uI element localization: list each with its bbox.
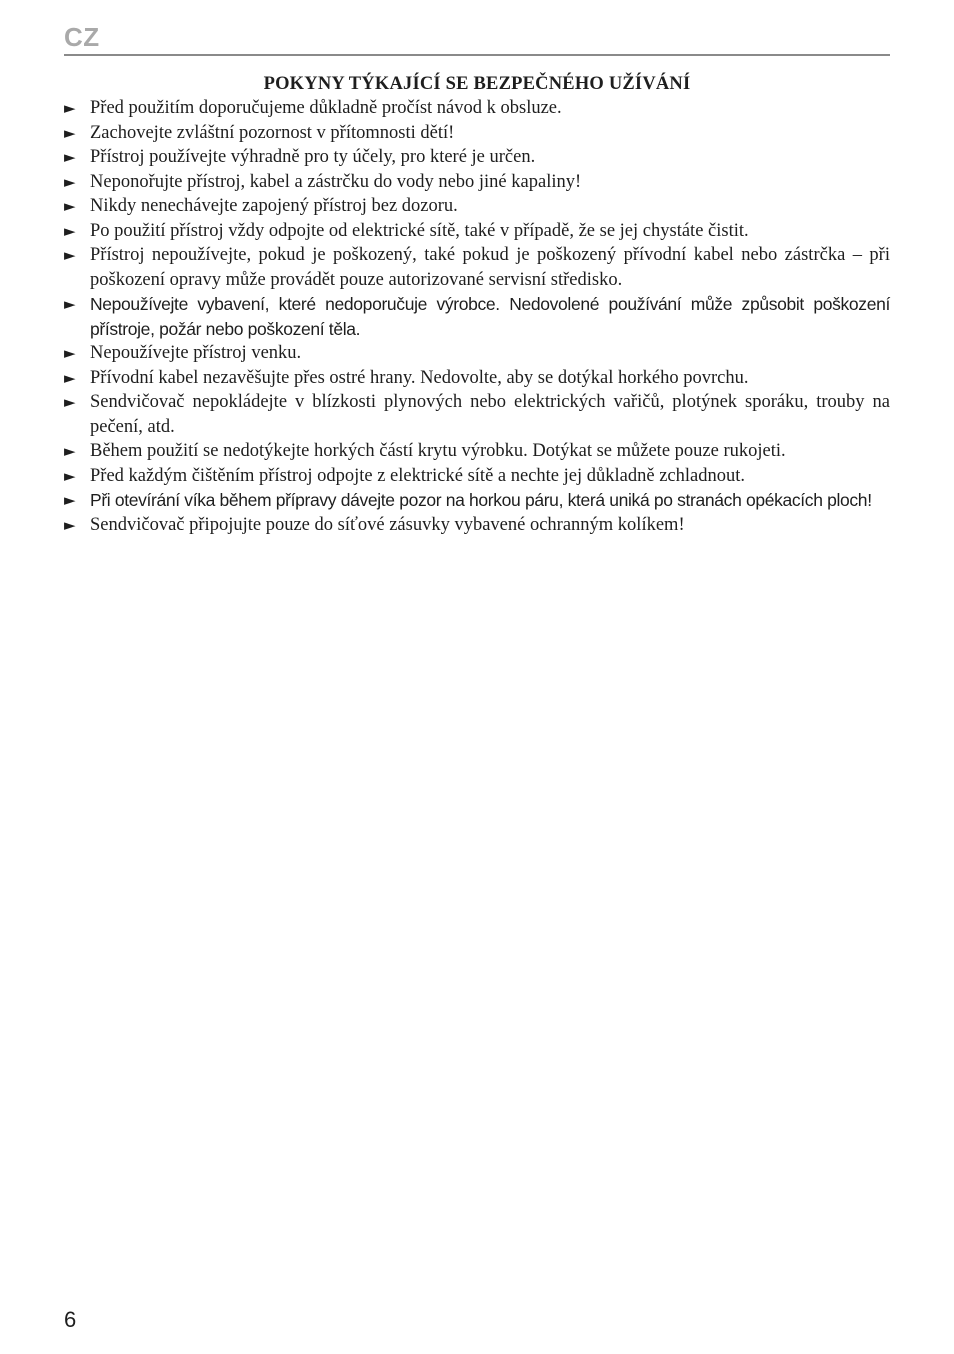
list-item-text: Před každým čištěním přístroj odpojte z elektrické sítě a nechte jej důkladně zchladnout. (90, 465, 745, 486)
list-item (64, 292, 890, 341)
arrow-bullet-icon: ► (64, 344, 76, 362)
list-item-text: Během použití se nedotýkejte horkých částí krytu výrobku. Dotýkat se můžete pouze rukojeti. (90, 441, 786, 461)
arrow-bullet-icon: ► (64, 148, 76, 166)
list-item (64, 145, 890, 170)
safety-instructions-list (64, 96, 890, 537)
arrow-bullet-icon: ► (64, 246, 76, 264)
list-item (64, 96, 890, 121)
list-item-text: Před použitím doporučujeme důkladně pročíst návod k obsluze. (90, 98, 562, 118)
arrow-bullet-icon: ► (64, 491, 76, 509)
list-item-text: Přístroj nepoužívejte, pokud je poškozený, také pokud je poškozený přívodní kabel nebo zástrčka – při poškození opravy může provádět pouze autorizované servisní středisko. (90, 245, 890, 290)
list-item (64, 219, 890, 244)
section-title: POKYNY TÝKAJÍCÍ SE BEZPEČNÉHO UŽÍVÁNÍ (263, 74, 691, 94)
list-item (64, 390, 890, 439)
list-item (64, 464, 890, 489)
arrow-bullet-icon: ► (64, 99, 76, 117)
arrow-bullet-icon: ► (64, 295, 76, 313)
list-item (64, 439, 890, 464)
arrow-bullet-icon: ► (64, 172, 76, 191)
list-item (64, 170, 890, 195)
list-item-text: Nepoužívejte přístroj venku. (90, 343, 302, 363)
list-item-text: Zachovejte zvláštní pozornost v přítomnosti dětí! (90, 122, 455, 143)
arrow-bullet-icon: ► (64, 197, 76, 215)
list-item-text: Po použití přístroj vždy odpojte od elektrické sítě, také v případě, že se jej chystáte čistit. (90, 220, 749, 241)
header-divider (64, 54, 890, 56)
page-number: 6 (64, 1307, 77, 1332)
arrow-bullet-icon: ► (64, 123, 76, 142)
arrow-bullet-icon: ► (64, 442, 76, 460)
arrow-bullet-icon: ► (64, 515, 76, 534)
list-item-text: Sendvičovač připojujte pouze do síťové zásuvky vybavené ochranným kolíkem! (90, 514, 685, 535)
list-item (64, 341, 890, 366)
arrow-bullet-icon: ► (64, 466, 76, 485)
list-item (64, 488, 890, 513)
list-item (64, 121, 890, 146)
list-item-text: Přívodní kabel nezavěšujte přes ostré hrany. Nedovolte, aby se dotýkal horkého povrchu. (90, 367, 749, 388)
arrow-bullet-icon: ► (64, 368, 76, 387)
list-item-text: Sendvičovač nepokládejte v blízkosti plynových nebo elektrických vařičů, plotýnek sporáku, trouby na pečení, atd. (90, 392, 890, 437)
list-item (64, 243, 890, 292)
language-code: CZ (64, 22, 100, 52)
list-item-text: Nepoužívejte vybavení, které nedoporučuje výrobce. Nedovolené používání může způsobit poškození přístroje, požár nebo poškození těla. (90, 294, 890, 339)
arrow-bullet-icon: ► (64, 221, 76, 240)
list-item (64, 513, 890, 538)
list-item-text: Přístroj používejte výhradně pro ty účely, pro které je určen. (90, 147, 536, 167)
list-item-text: Při otevírání víka během přípravy dávejte pozor na horkou páru, která uniká po stranách opékacích ploch! (90, 490, 872, 510)
list-item-text: Nikdy nenechávejte zapojený přístroj bez dozoru. (90, 196, 458, 216)
list-item-text: Neponořujte přístroj, kabel a zástrčku do vody nebo jiné kapaliny! (90, 171, 582, 192)
list-item (64, 194, 890, 219)
list-item (64, 366, 890, 391)
arrow-bullet-icon: ► (64, 393, 76, 411)
